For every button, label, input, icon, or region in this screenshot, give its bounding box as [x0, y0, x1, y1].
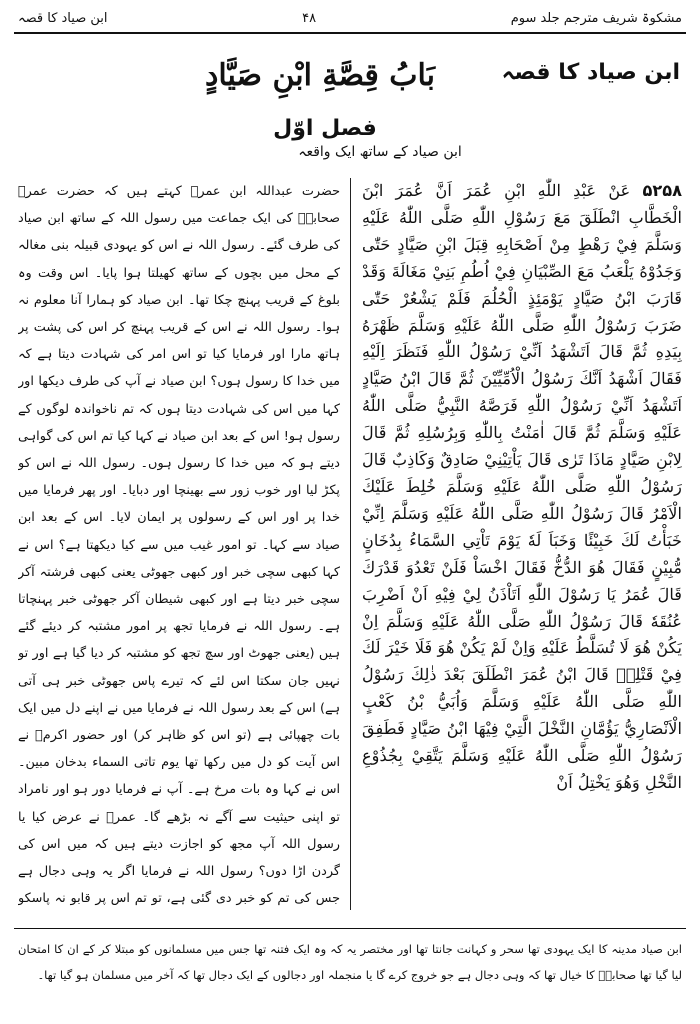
- column-divider: [350, 178, 351, 910]
- arabic-hadith-text: عَنْ عَبْدِ اللّٰهِ ابْنِ عُمَرَ اَنَّ عُمَرَ ابْنَ الْخَطَّابِ انْطَلَقَ مَعَ رَسُوْلِ اللّٰهِ صَلَّى اللّٰهُ عَلَيْهِ وَسَلَّمَ فِيْ رَهْطٍ مِنْ اَصْحَابِهِ قِبَلَ ابْنِ صَيَّادٍ حَتّٰى وَجَدُوْهُ يَلْعَبُ مَعَ الصِّبْيَانِ فِيْ اُطُمِ بَنِيْ مَغَالَةَ وَقَدْ قَارَبَ ابْنُ صَيَّادٍ يَوْمَئِذٍ الْحُلُمَ فَلَمْ يَشْعُرْ حَتّٰى ضَرَبَ رَسُوْلُ اللّٰهِ صَلَّى اللّٰهُ عَلَيْهِ وَسَلَّمَ ظَهْرَهُ بِيَدِهِ ثُمَّ قَالَ اَتَشْهَدُ اَنِّيْ رَسُوْلُ اللّٰهِ فَنَظَرَ اِلَيْهِ فَقَالَ اَشْهَدُ اَنَّكَ رَسُوْلُ الْاُمِّيِّيْنَ ثُمَّ قَالَ ابْنُ صَيَّادٍ اَتَشْهَدُ اَنِّيْ رَسُوْلُ اللّٰهِ فَرَصَّهُ النَّبِيُّ صَلَّى اللّٰهُ عَلَيْهِ وَسَلَّمَ ثُمَّ قَالَ اٰمَنْتُ بِاللّٰهِ وَبِرُسُلِهِ ثُمَّ قَالَ لِابْنِ صَيَّادٍ مَاذَا تَرٰى قَالَ يَاْتِيْنِيْ صَادِقٌ وَكَاذِبٌ قَالَ رَسُوْلُ اللّٰهِ صَلَّى اللّٰهُ عَلَيْهِ وَسَلَّمَ خُلِطَ عَلَيْكَ الْاَمْرُ قَالَ رَسُوْلُ اللّٰهِ صَلَّى اللّٰهُ عَلَيْهِ وَسَلَّمَ اِنِّيْ خَبَأْتُ لَكَ خَبِيْئًا وَخَبَاَ لَهٗ يَوْمَ تَاْتِي السَّمَاءُ بِدُخَانٍ مُّبِيْنٍ فَقَالَ هُوَ الدُّخُّ فَقَالَ اخْسَاْ فَلَنْ تَعْدُوَ قَدْرَكَ قَالَ عُمَرُ يَا رَسُوْلَ اللّٰهِ اَتَاْذَنُ لِيْ فِيْهِ اَنْ اَضْرِبَ عُنُقَهٗ قَالَ رَسُوْلُ اللّٰهِ صَلَّى اللّٰهُ عَلَيْهِ وَسَلَّمَ اِنْ يَكُنْ هُوَ لَا تُسَلَّطُ عَلَيْهِ وَاِنْ لَمْ يَكُنْ هُوَ فَلَا خَيْرَ لَكَ فِيْ قَتْلِهٖ قَالَ ابْنُ عُمَرَ انْطَلَقَ بَعْدَ ذٰلِكَ رَسُوْلُ اللّٰهِ صَلَّى اللّٰهُ عَلَيْهِ وَسَلَّمَ وَاُبَيُّ بْنُ كَعْبٍ الْاَنْصَارِيُّ يَؤُمَّانِ النَّخْلَ الَّتِيْ فِيْهَا ابْنُ صَيَّادٍ فَطَفِقَ رَسُوْلُ اللّٰهِ صَلَّى اللّٰهُ عَلَيْهِ وَسَلَّمَ يَتَّقِيْ بِجُذُوْعِ النَّخْلِ وَهُوَ يَخْتِلُ اَنْ: [362, 181, 682, 792]
- section-heading: فصل اوّل: [273, 116, 377, 141]
- section-subtitle: ابن صیاد کے ساتھ ایک واقعہ: [298, 144, 462, 160]
- urdu-translation-text: حضرت عبداللہ ابن عمرؓ کہتے ہیں کہ حضرت عمرؓ صحابہؓ کی ایک جماعت میں رسول اللہ کے ساتھ ابن صیاد کی طرف گئے۔ رسول اللہ نے اس کو یہودی قبیلہ بنی مغالہ کے محل میں بچوں کے ساتھ کھیلتا ہوا پایا۔ اس وقت وہ بلوغ کے قریب پہنچ چکا تھا۔ ابن صیاد کو ہمارا آنا معلوم نہ ہوا۔ رسول اللہ نے اس کے قریب پہنچ کر اس کی پشت پر ہاتھ مارا اور فرمایا کیا تو اس امر کی شہادت دیتا ہے کہ میں خدا کا رسول ہوں؟ ابن صیاد نے آپ کی طرف دیکھا اور کہا میں اس کی شہادت دیتا ہوں کہ تم ناخواندہ لوگوں کے رسول ہو! اس کے بعد ابن صیاد نے کہا کیا تم اس کی گواہی دیتے ہو کہ میں خدا کا رسول ہوں۔ رسول اللہ نے اس کو پکڑ لیا اور خوب زور سے بھینچا اور دبایا۔ اور پھر فرمایا میں خدا پر اور اس کے رسولوں پر ایمان لایا۔ اس کے بعد ابن صیاد سے کہا۔ تو امور غیب میں سے کیا دیکھتا ہے؟ اس نے کہا کبھی سچی خبر اور کبھی جھوٹی یعنی کبھی فرشتہ آکر سچی خبر دیتا ہے اور کبھی شیطان آکر جھوٹی خبر پہنچاتا ہے۔ رسول اللہ نے فرمایا تجھ پر امور مشتبہ کر دیئے گئے ہیں (یعنی جھوٹ اور سچ تجھ کو مشتبہ کر دیا گیا ہے اور تو نہیں جان سکتا اس لئے کہ تیرے پاس جھوٹی خبر ہی آتی ہے) اس کے بعد رسول اللہ نے فرمایا میں نے اپنے دل میں ایک بات چھپائی ہے (تو اس کو ظاہر کر) اور حضور اکرمؐ نے اس آیت کو دل میں رکھا تھا یوم تاتی السماء بدخان مبین۔ اس نے کہا وہ بات مرخ ہے۔ آپ نے فرمایا دور ہو اور نامراد تو اپنی حیثیت سے آگے نہ بڑھے گا۔ عمرؓ نے عرض کیا یا رسول اللہ آپ مجھ کو اجازت دیتے ہیں کہ میں اس کی گردن اڑا دوں؟ رسول اللہ نے فرمایا اگر یہ وہی دجال ہے جس کی تم کو خبر دی گئی ہے، تو تم اس پر قابو نہ پاسکو: [18, 184, 340, 907]
- hadith-number: ۵۲۵۸: [642, 181, 682, 200]
- footnote: ابن صیاد مدینہ کا ایک یہودی تھا سحر و کہانت جانتا تھا اور مختصر یہ کہ وہ ایک فتنہ تھا جس میں مسلمانوں کو مبتلا کر کے ان کا امتحان لیا گیا تھا صحابہؓ کا خیال تھا کہ وہی دجال ہے جو خروج کرے گا یا منجملہ اور دجالوں کے ایک دجال تھا کہ آخر میں مسلمان ہو گیا تھا۔: [18, 942, 682, 982]
- header-book-title: مشکوۃ شریف مترجم جلد سوم: [510, 10, 682, 26]
- urdu-translation-column: [18, 178, 340, 910]
- page-number: ۴۸: [302, 10, 317, 26]
- arabic-chapter-title: بَابُ قِصَّةِ ابْنِ صَيَّادٍ: [204, 58, 436, 93]
- footnote-rule: [14, 928, 686, 929]
- chapter-title-band: [20, 40, 680, 160]
- urdu-chapter-title: ابن صیاد کا قصہ: [501, 60, 680, 85]
- running-header: [18, 6, 682, 30]
- header-rule: [14, 32, 686, 34]
- header-chapter-title: ابن صیاد کا قصہ: [18, 10, 108, 26]
- arabic-hadith-column: [362, 178, 682, 910]
